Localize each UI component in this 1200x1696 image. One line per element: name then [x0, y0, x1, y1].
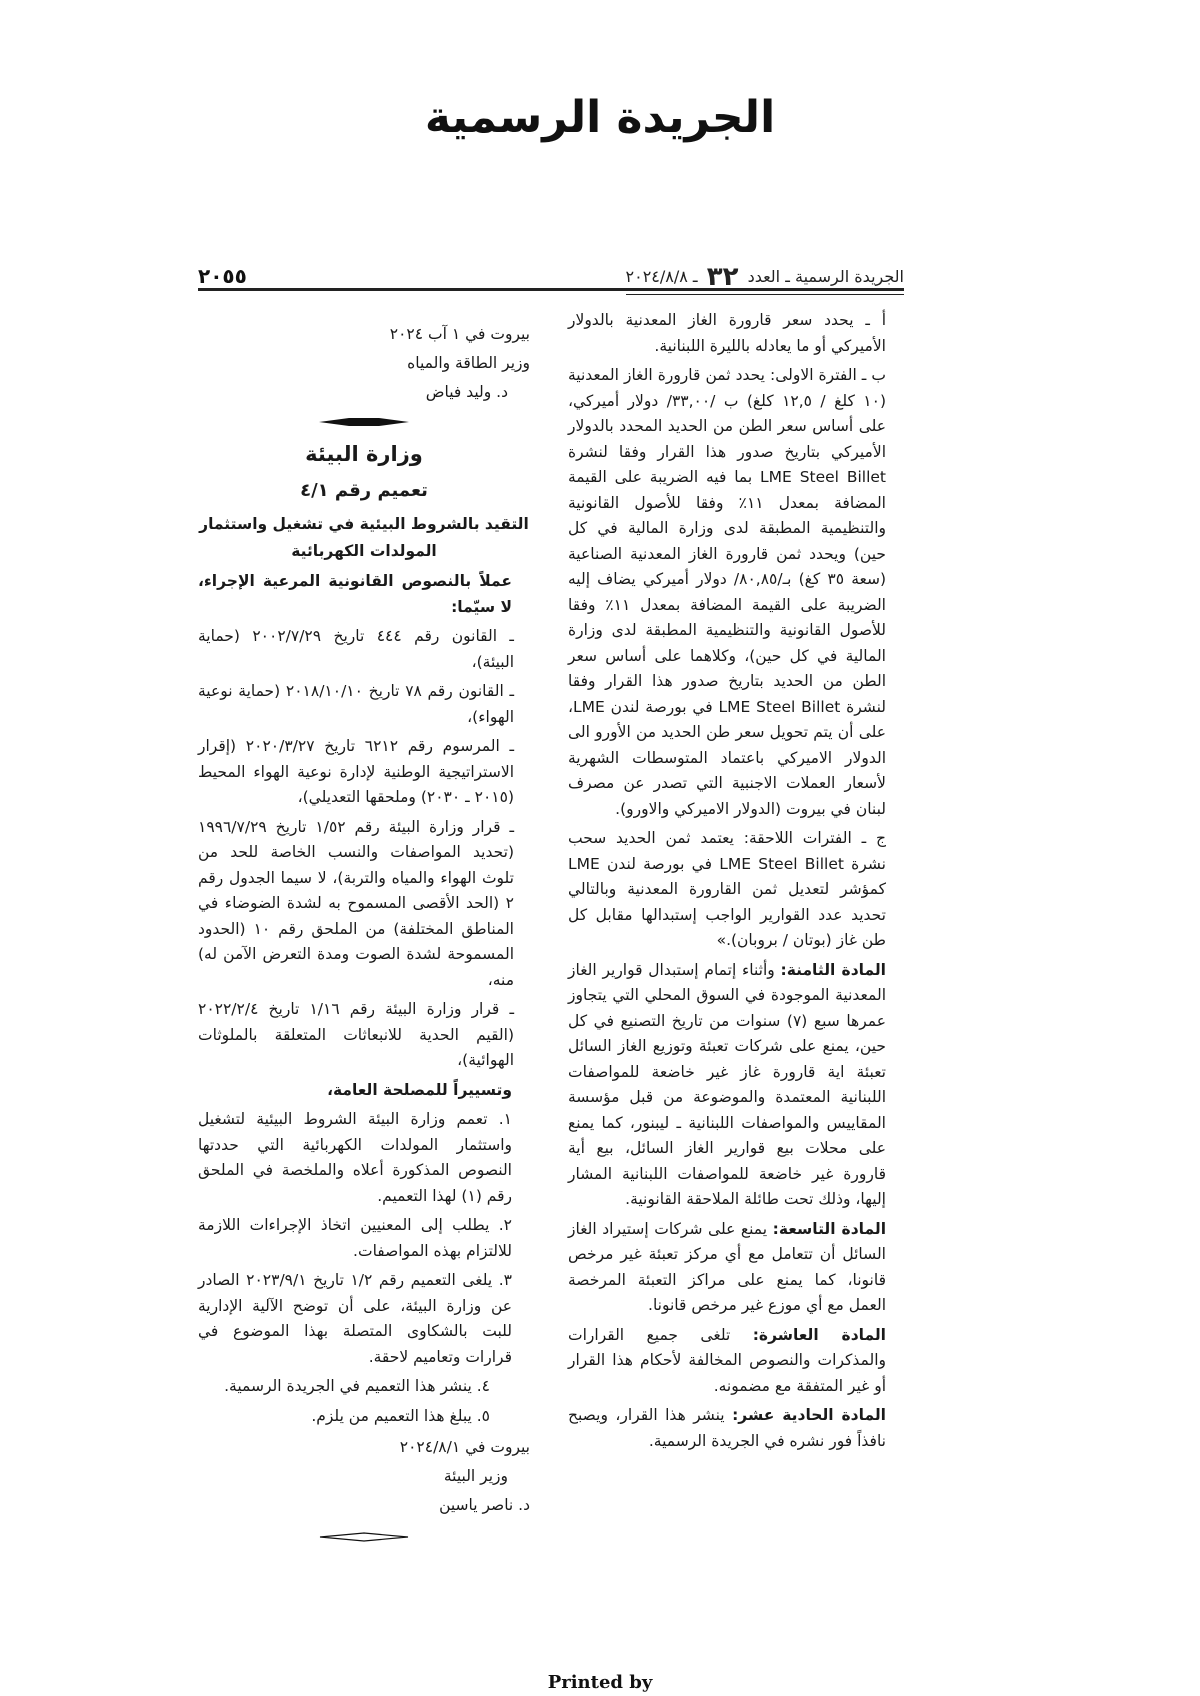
paragraph: ج ـ الفترات اللاحقة: يعتمد ثمن الحديد سحب نشرة LME Steel Billet في بورصة لندن LME كمؤشر لتعديل ثمن القارورة المعدنية وبالتالي تحديد عدد القوارير الواجب إستبدالها مقابل كل طن غاز (بوتان / بروبان).»: [568, 829, 886, 949]
page-number: ٢٠٥٥: [198, 264, 247, 288]
public-interest-line: وتسييراً للمصلحة العامة،: [327, 1080, 512, 1099]
issue-date: ـ ٢٠٢٤/٨/٨: [625, 267, 698, 286]
paragraph: أ ـ يحدد سعر قارورة الغاز المعدنية بالدولار الأميركي أو ما يعادله بالليرة اللبنانية.: [568, 311, 886, 355]
left-column: [198, 322, 530, 1552]
clause: ١. تعمم وزارة البيئة الشروط البيئية لتشغيل واستثمار المولدات الكهربائية التي حددتها النصوص المذكورة أعلاه والملخصة في الملحق رقم (١) لهذا التعميم.: [198, 1110, 512, 1205]
issue-number: ٣٢: [706, 262, 739, 292]
article-8: المادة الثامنة: وأثناء إتمام إستبدال قوارير الغاز المعدنية الموجودة في السوق المحلي التي يتجاوز عمرها سبع (٧) سنوات من تاريخ التصنيع في كل حين، يمنع على شركات تعبئة وتوزيع الغاز السائل تعبئة اية قارورة غاز غير خاضعة للمواصفات اللبنانية المعتمدة والموضوعة من قبل مؤسسة المقاييس والمواصفات اللبنانية ـ ليبنور، كما يمنع على محلات بيع قوارير الغاز السائل، بيع أية قارورة غير خاضعة للمواصفات اللبنانية المشار إليها، وذلك تحت طائلة الملاحقة القانونية.: [568, 960, 886, 1208]
legal-reference: ـ القانون رقم ٧٨ تاريخ ٢٠١٨/١٠/١٠ (حماية نوعية الهواء)،: [198, 682, 514, 726]
article-heading: المادة العاشرة:: [752, 1325, 886, 1344]
running-header: [198, 262, 904, 291]
masthead-title: الجريدة الرسمية: [424, 92, 776, 143]
clause: ٣. يلغى التعميم رقم ١/٢ تاريخ ٢٠٢٣/٩/١ الصادر عن وزارة البيئة، على أن توضح الآلية الإدارية للبت بالشكاوى المتصلة بهذا الموضوع في قرارات وتعاميم لاحقة.: [198, 1271, 512, 1366]
article-11: المادة الحادية عشر: ينشر هذا القرار، ويصبح نافذاً فور نشره في الجريدة الرسمية.: [568, 1406, 886, 1450]
article-heading: المادة الثامنة:: [780, 960, 886, 979]
article-10: المادة العاشرة: تلغى جميع القرارات والمذكرات والنصوص المخالفة لأحكام هذا القرار أو غير المتفقة مع مضمونه.: [568, 1325, 886, 1395]
signature-title: وزير البيئة: [443, 1467, 508, 1485]
end-ornament: [319, 1532, 409, 1542]
circular-title: التقيد بالشروط البيئية في تشغيل واستثمار المولدات الكهربائية: [199, 515, 529, 560]
legal-reference: ـ قرار وزارة البيئة رقم ١/٥٢ تاريخ ١٩٩٦/٧/٢٩ (تحديد المواصفات والنسب الخاصة للحد من تلوث الهواء والمياه والتربة)، لا سيما الجدول رقم ٢ (الحد الأقصى المسموح به لشدة الضوضاء في المناطق المختلفة) من الملحق رقم ١٠ (الحدود المسموحة لشدة الصوت ومدة التعرض الآمن له) منه،: [198, 817, 514, 989]
signature-block: [198, 1435, 530, 1518]
article-heading: المادة التاسعة:: [772, 1219, 887, 1238]
ministry-heading: وزارة البيئة: [305, 442, 423, 466]
paragraph: ب ـ الفترة الاولى: يحدد ثمن قارورة الغاز المعدنية (١٠ كلغ / ١٢,٥ كلغ) ب /٣٣,٠٠/ دولار أميركي، على أساس سعر الطن من الحديد المحدد بالدولار الأميركي بتاريخ صدور هذا القرار وفقا لنشرة LME Steel Billet بما فيه الضريبة على القيمة المضافة بمعدل ١١٪ وفقا للأصول القانونية والتنظيمية المطبقة لدى وزارة المالية في كل حين) ويحدد ثمن قارورة الغاز المعدنية الصناعية (سعة ٣٥ كغ) بـ/٨٠,٨٥/ دولار أميركي يضاف إليه الضريبة على القيمة المضافة بمعدل ١١٪ وفقا للأصول القانونية والتنظيمية المطبقة لدى وزارة المالية في كل حين)، وكلاهما على أساس سعر الطن من الحديد بتاريخ صدور هذا القرار وفقا لنشرة LME Steel Billet في بورصة لندن LME، على أن يتم تحويل سعر طن الحديد من الأورو الى الدولار الاميركي باعتماد المتوسطات الشهرية لأسعار العملات الاجنبية التي تصدر عن مصرف لبنان في بيروت (الدولار الاميركي والاورو).: [568, 366, 887, 818]
signature-title: وزير الطاقة والمياه: [407, 354, 530, 372]
separator-ornament: [319, 417, 409, 427]
signature-place-date: بيروت في ١ آب ٢٠٢٤: [389, 325, 530, 343]
clause: ٤. ينشر هذا التعميم في الجريدة الرسمية.: [224, 1377, 490, 1395]
legal-reference: ـ قرار وزارة البيئة رقم ١/١٦ تاريخ ٢٠٢٢/٢/٤ (القيم الحدية للانبعاثات المتعلقة بالملوثات الهوائية)،: [198, 1000, 514, 1069]
legal-reference: ـ القانون رقم ٤٤٤ تاريخ ٢٠٠٢/٧/٢٩ (حماية البيئة)،: [198, 627, 514, 671]
legal-reference: ـ المرسوم رقم ٦٢١٢ تاريخ ٢٠٢٠/٣/٢٧ (إقرار الاستراتيجية الوطنية لإدارة نوعية الهواء المحيط (٢٠١٥ ـ ٢٠٣٠) وملحقها التعديلي)،: [198, 737, 514, 806]
signature-name: د. وليد فياض: [425, 383, 508, 401]
preamble: عملاً بالنصوص القانونية المرعية الإجراء، لا سيّما:: [198, 572, 512, 616]
running-header-title: [626, 262, 905, 295]
signature-place-date: بيروت في ٢٠٢٤/٨/١: [399, 1438, 530, 1456]
printed-by-footer: Printed by: [547, 1672, 653, 1693]
previous-signature-block: [198, 322, 530, 405]
signature-name: د. ناصر ياسين: [439, 1496, 530, 1514]
circular-number: تعميم رقم ٤/١: [300, 480, 428, 501]
clause: ٥. يبلغ هذا التعميم من يلزم.: [311, 1406, 490, 1425]
gazette-label: الجريدة الرسمية ـ العدد: [747, 267, 904, 286]
article-heading: المادة الحادية عشر:: [732, 1406, 886, 1424]
article-9: المادة التاسعة: يمنع على شركات إستيراد الغاز السائل أن تتعامل مع أي مركز تعبئة غير مرخص قانونا، كما يمنع على مراكز التعبئة المرخصة العمل مع أي موزع غير مرخص قانونا.: [568, 1219, 887, 1314]
clause: ٢. يطلب إلى المعنيين اتخاذ الإجراءات اللازمة للالتزام بهذه المواصفات.: [198, 1216, 512, 1260]
right-column: [568, 308, 904, 1458]
